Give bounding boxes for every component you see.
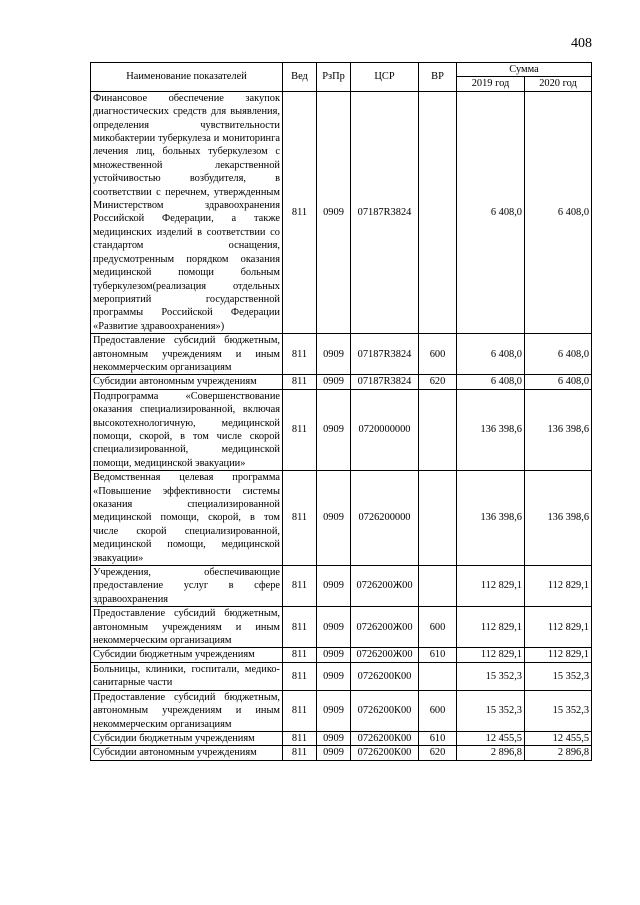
table-row bbox=[91, 375, 592, 389]
table-row bbox=[91, 662, 592, 690]
cell-ved: 811 bbox=[283, 334, 317, 375]
cell-ved: 811 bbox=[283, 746, 317, 760]
cell-ved: 811 bbox=[283, 91, 317, 333]
cell-name: Субсидии автономным учреждениям bbox=[91, 746, 283, 760]
cell-csr: 0726200К00 bbox=[351, 746, 419, 760]
cell-ved: 811 bbox=[283, 648, 317, 662]
cell-csr: 0726200К00 bbox=[351, 662, 419, 690]
table-row bbox=[91, 91, 592, 333]
cell-vr: 620 bbox=[419, 375, 457, 389]
cell-ved: 811 bbox=[283, 471, 317, 566]
cell-ved: 811 bbox=[283, 607, 317, 648]
cell-name: Предоставление субсидий бюджетным, автономным учреждениям и иным некоммерческим организациям bbox=[91, 607, 283, 648]
table-row bbox=[91, 607, 592, 648]
cell-sum-2020: 6 408,0 bbox=[525, 334, 592, 375]
cell-ved: 811 bbox=[283, 375, 317, 389]
header-rzpr: РзПр bbox=[317, 63, 351, 92]
cell-name: Подпрограмма «Совершенствование оказания специализированной, включая высокотехнологичную, медицинской помощи, скорой, в том числе скорой специализированной, медицинской помощи, медицинской эвакуации» bbox=[91, 389, 283, 470]
cell-sum-2019: 136 398,6 bbox=[457, 389, 525, 470]
cell-rzpr: 0909 bbox=[317, 648, 351, 662]
cell-sum-2019: 112 829,1 bbox=[457, 566, 525, 607]
cell-csr: 0726200Ж00 bbox=[351, 648, 419, 662]
cell-sum-2020: 2 896,8 bbox=[525, 746, 592, 760]
cell-sum-2020: 15 352,3 bbox=[525, 690, 592, 731]
cell-rzpr: 0909 bbox=[317, 91, 351, 333]
cell-vr: 610 bbox=[419, 731, 457, 745]
cell-rzpr: 0909 bbox=[317, 731, 351, 745]
header-csr: ЦСР bbox=[351, 63, 419, 92]
cell-rzpr: 0909 bbox=[317, 607, 351, 648]
cell-sum-2019: 6 408,0 bbox=[457, 91, 525, 333]
header-sum: Сумма bbox=[457, 63, 592, 77]
cell-sum-2020: 15 352,3 bbox=[525, 662, 592, 690]
cell-csr: 07187R3824 bbox=[351, 375, 419, 389]
cell-name: Финансовое обеспечение закупок диагностических средств для выявления, определения чувствительности микобактерии туберкулеза и мониторинга лечения лиц, больных туберкулезом с множественной лекарственной устойчивостью возбудителя, в соответствии с перечнем, утвержденным Министерством здравоохранения Российской Федерации, а также медицинских изделий в соответствии со стандартом оснащения, предусмотренным порядком оказания медицинской помощи больным туберкулезом(реализация отдельных мероприятий государственной программы Российской Федерации «Развитие здравоохранения») bbox=[91, 91, 283, 333]
cell-csr: 0726200К00 bbox=[351, 731, 419, 745]
cell-sum-2019: 15 352,3 bbox=[457, 690, 525, 731]
table-row bbox=[91, 334, 592, 375]
table-row bbox=[91, 648, 592, 662]
header-vr: ВР bbox=[419, 63, 457, 92]
cell-rzpr: 0909 bbox=[317, 389, 351, 470]
header-name: Наименование показателей bbox=[91, 63, 283, 92]
cell-rzpr: 0909 bbox=[317, 375, 351, 389]
cell-sum-2020: 112 829,1 bbox=[525, 566, 592, 607]
cell-name: Предоставление субсидий бюджетным, автономным учреждениям и иным некоммерческим организациям bbox=[91, 690, 283, 731]
cell-csr: 0726200Ж00 bbox=[351, 607, 419, 648]
cell-sum-2020: 12 455,5 bbox=[525, 731, 592, 745]
cell-sum-2020: 112 829,1 bbox=[525, 607, 592, 648]
cell-name: Субсидии автономным учреждениям bbox=[91, 375, 283, 389]
cell-sum-2019: 112 829,1 bbox=[457, 648, 525, 662]
cell-vr bbox=[419, 662, 457, 690]
cell-csr: 0726200К00 bbox=[351, 690, 419, 731]
cell-rzpr: 0909 bbox=[317, 566, 351, 607]
cell-rzpr: 0909 bbox=[317, 690, 351, 731]
cell-vr bbox=[419, 91, 457, 333]
cell-rzpr: 0909 bbox=[317, 746, 351, 760]
cell-csr: 07187R3824 bbox=[351, 91, 419, 333]
cell-sum-2020: 136 398,6 bbox=[525, 471, 592, 566]
table-row bbox=[91, 566, 592, 607]
cell-vr bbox=[419, 389, 457, 470]
cell-ved: 811 bbox=[283, 566, 317, 607]
cell-sum-2020: 112 829,1 bbox=[525, 648, 592, 662]
cell-sum-2020: 6 408,0 bbox=[525, 91, 592, 333]
cell-rzpr: 0909 bbox=[317, 662, 351, 690]
table-body bbox=[91, 91, 592, 760]
cell-vr bbox=[419, 566, 457, 607]
cell-sum-2019: 112 829,1 bbox=[457, 607, 525, 648]
cell-vr: 620 bbox=[419, 746, 457, 760]
cell-vr: 610 bbox=[419, 648, 457, 662]
cell-rzpr: 0909 bbox=[317, 471, 351, 566]
cell-vr bbox=[419, 471, 457, 566]
cell-csr: 0726200Ж00 bbox=[351, 566, 419, 607]
cell-ved: 811 bbox=[283, 389, 317, 470]
cell-sum-2019: 15 352,3 bbox=[457, 662, 525, 690]
cell-ved: 811 bbox=[283, 662, 317, 690]
cell-csr: 07187R3824 bbox=[351, 334, 419, 375]
header-ved: Вед bbox=[283, 63, 317, 92]
cell-ved: 811 bbox=[283, 731, 317, 745]
cell-sum-2020: 6 408,0 bbox=[525, 375, 592, 389]
cell-name: Ведомственная целевая программа «Повышение эффективности системы оказания специализированной медицинской помощи, скорой, в том числе скорой специализированной, медицинской помощи, медицинской эвакуации» bbox=[91, 471, 283, 566]
cell-sum-2019: 6 408,0 bbox=[457, 375, 525, 389]
cell-name: Субсидии бюджетным учреждениям bbox=[91, 731, 283, 745]
cell-name: Предоставление субсидий бюджетным, автономным учреждениям и иным некоммерческим организациям bbox=[91, 334, 283, 375]
page-number: 408 bbox=[571, 36, 592, 51]
cell-rzpr: 0909 bbox=[317, 334, 351, 375]
budget-table bbox=[90, 62, 592, 761]
table-row bbox=[91, 690, 592, 731]
table-row bbox=[91, 746, 592, 760]
table-row bbox=[91, 731, 592, 745]
cell-name: Больницы, клиники, госпитали, медико-санитарные части bbox=[91, 662, 283, 690]
cell-csr: 0726200000 bbox=[351, 471, 419, 566]
header-2020: 2020 год bbox=[525, 77, 592, 91]
table-row bbox=[91, 471, 592, 566]
cell-name: Субсидии бюджетным учреждениям bbox=[91, 648, 283, 662]
cell-sum-2019: 2 896,8 bbox=[457, 746, 525, 760]
cell-vr: 600 bbox=[419, 334, 457, 375]
cell-sum-2020: 136 398,6 bbox=[525, 389, 592, 470]
cell-name: Учреждения, обеспечивающие предоставление услуг в сфере здравоохранения bbox=[91, 566, 283, 607]
header-row bbox=[91, 63, 592, 77]
table-row bbox=[91, 389, 592, 470]
cell-ved: 811 bbox=[283, 690, 317, 731]
cell-sum-2019: 136 398,6 bbox=[457, 471, 525, 566]
header-2019: 2019 год bbox=[457, 77, 525, 91]
cell-sum-2019: 12 455,5 bbox=[457, 731, 525, 745]
cell-vr: 600 bbox=[419, 607, 457, 648]
cell-csr: 0720000000 bbox=[351, 389, 419, 470]
cell-vr: 600 bbox=[419, 690, 457, 731]
cell-sum-2019: 6 408,0 bbox=[457, 334, 525, 375]
